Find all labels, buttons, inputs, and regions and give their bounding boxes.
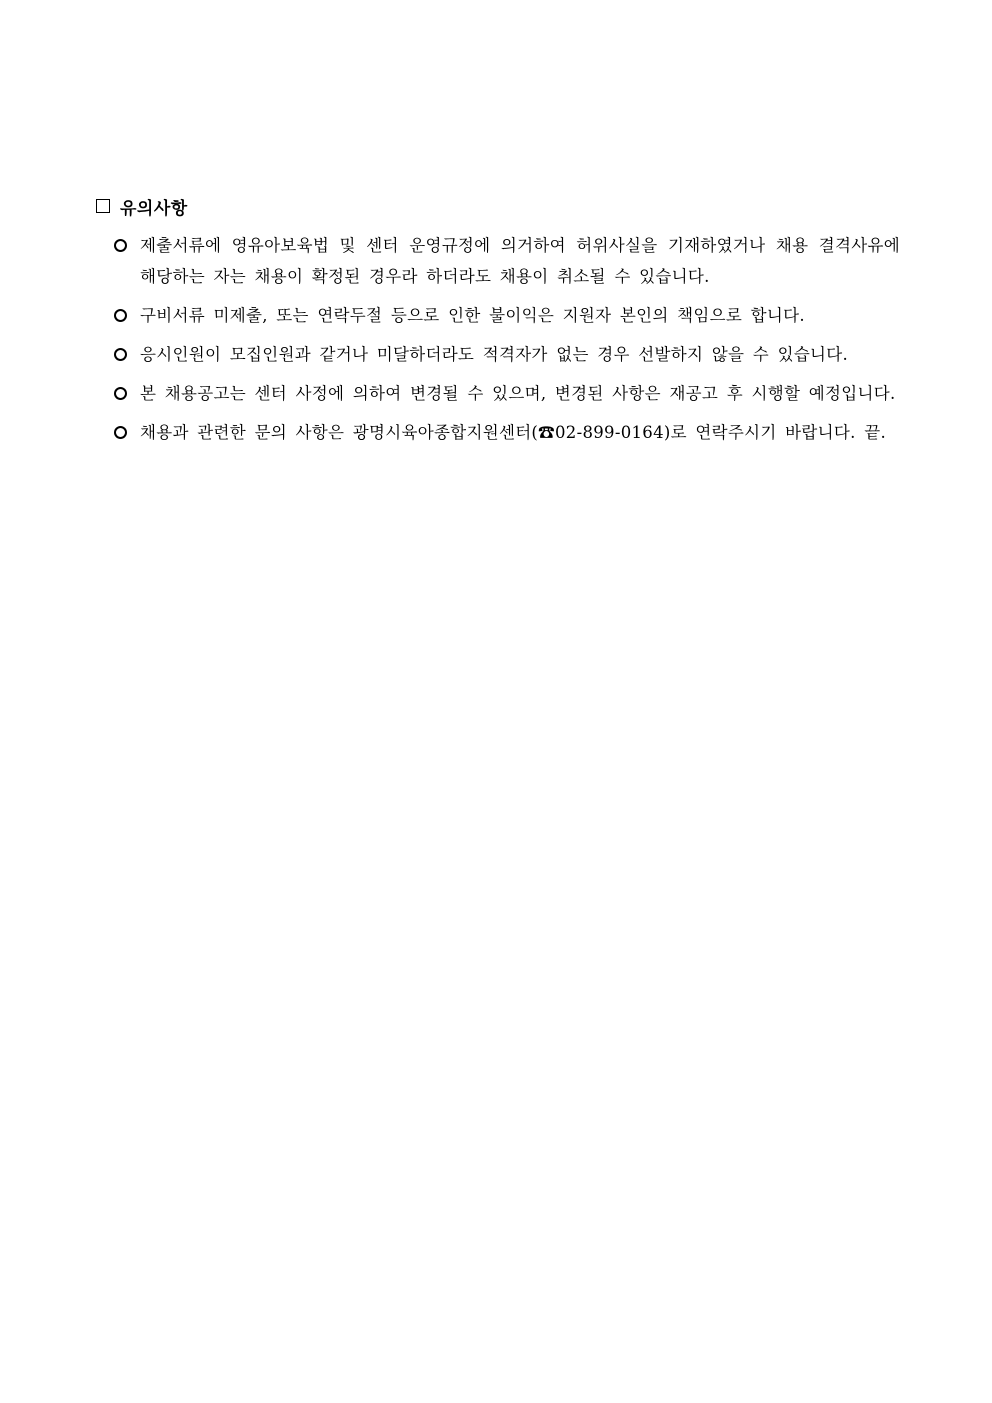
note-text: 제출서류에 영유아보육법 및 센터 운영규정에 의거하여 허위사실을 기재하였거나 채용 결격사유에 해당하는 자는 채용이 확정된 경우라 하더라도 채용이 취소될 수 있습니다. [140,236,900,286]
section-heading [94,192,900,220]
note-item [94,378,900,409]
section-title: 유의사항 [120,198,188,219]
circle-bullet-icon [114,239,127,252]
square-bullet-icon [96,199,110,213]
note-text: 본 채용공고는 센터 사정에 의하여 변경될 수 있으며, 변경된 사항은 재공고 후 시행할 예정입니다. [140,384,896,403]
note-text: 채용과 관련한 문의 사항은 광명시육아종합지원센터(☎02-899-0164)로 연락주시기 바랍니다. 끝. [140,423,886,442]
circle-bullet-icon [114,309,127,322]
note-item [94,300,900,331]
notice-section [94,192,900,456]
circle-bullet-icon [114,426,127,439]
note-text: 구비서류 미제출, 또는 연락두절 등으로 인한 불이익은 지원자 본인의 책임으로 합니다. [140,306,805,325]
note-item [94,339,900,370]
notes-list [94,230,900,448]
circle-bullet-icon [114,387,127,400]
note-item [94,417,900,448]
note-text: 응시인원이 모집인원과 같거나 미달하더라도 적격자가 없는 경우 선발하지 않을 수 있습니다. [140,345,849,364]
circle-bullet-icon [114,348,127,361]
note-item [94,230,900,292]
